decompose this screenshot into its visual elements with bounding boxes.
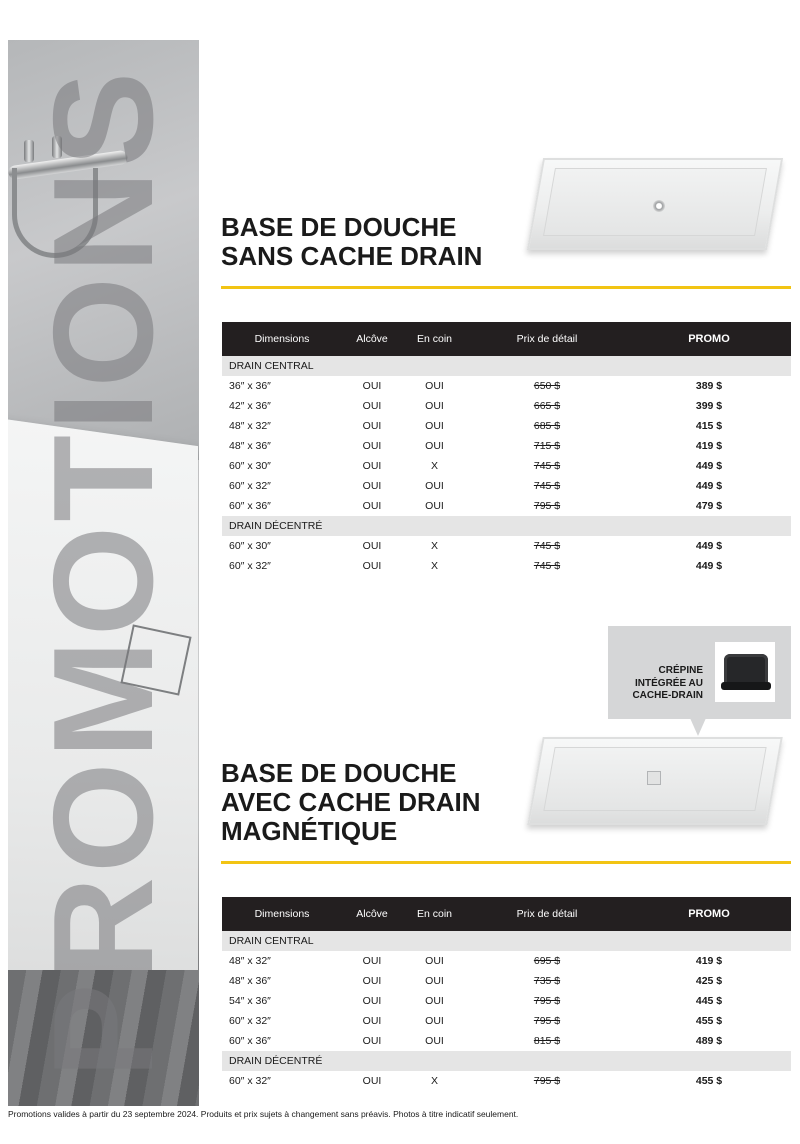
cell-retail-price: 735 $ [533,975,561,987]
col-promo: PROMO [627,322,791,356]
cell-alcove: OUI [362,460,382,472]
col-retail: Prix de détail [467,897,627,931]
drain-cover-icon [647,771,661,785]
table-row [222,536,791,556]
section2-divider [221,861,791,864]
section1-title [221,213,482,271]
table-row [222,1011,791,1031]
cell-promo-price: 399 $ [695,400,723,412]
table-row [222,436,791,456]
col-dimensions: Dimensions [222,322,342,356]
cell-corner: OUI [425,380,444,392]
cell-retail-price: 665 $ [533,400,561,412]
table-row [222,951,791,971]
cell-promo-price: 449 $ [695,540,723,552]
cell-dimensions: 60″ x 32″ [229,560,271,572]
table-header-row [222,897,791,931]
cell-corner: X [430,560,438,572]
cell-corner: OUI [425,1035,444,1047]
drain-cover-rim [721,682,771,690]
shower-base-photo-1 [535,158,775,250]
cell-alcove: OUI [362,1015,382,1027]
cell-corner: OUI [425,480,444,492]
promotions-side-banner [8,40,199,1106]
cell-promo-price: 455 $ [695,1075,723,1087]
cell-promo-price: 489 $ [695,1035,723,1047]
section2-title-line1: BASE DE DOUCHE [221,758,457,788]
section1-title-line1: BASE DE DOUCHE [221,212,457,242]
cell-corner: OUI [425,440,444,452]
table-row [222,1071,791,1091]
cell-corner: OUI [425,955,444,967]
cell-dimensions: 60″ x 32″ [229,480,271,492]
section1-price-table [222,322,791,576]
cell-retail-price: 745 $ [533,540,561,552]
cell-dimensions: 60″ x 30″ [229,460,271,472]
col-promo: PROMO [627,897,791,931]
cell-promo-price: 449 $ [695,460,723,472]
table-row [222,556,791,576]
cell-corner: X [430,1075,438,1087]
col-corner: En coin [402,322,467,356]
cell-dimensions: 42″ x 36″ [229,400,271,412]
cell-alcove: OUI [362,400,382,412]
cell-retail-price: 745 $ [533,560,561,572]
col-retail: Prix de détail [467,322,627,356]
drain-hole-icon [653,200,665,212]
col-alcove: Alcôve [342,897,402,931]
section2-title [221,759,481,846]
cell-dimensions: 60″ x 32″ [229,1015,271,1027]
cell-corner: OUI [425,420,444,432]
cell-dimensions: 48″ x 32″ [229,420,271,432]
cell-alcove: OUI [362,500,382,512]
promotions-vertical-title: PROMOTIONS [23,67,183,1079]
cell-retail-price: 745 $ [533,480,561,492]
table-row [222,416,791,436]
cell-alcove: OUI [362,995,382,1007]
cell-promo-price: 449 $ [695,560,723,572]
cell-corner: OUI [425,500,444,512]
cell-alcove: OUI [362,480,382,492]
cell-promo-price: 455 $ [695,1015,723,1027]
section2-title-line3: MAGNÉTIQUE [221,816,398,846]
cell-alcove: OUI [362,955,382,967]
cell-promo-price: 415 $ [695,420,723,432]
section1-divider [221,286,791,289]
cell-retail-price: 715 $ [533,440,561,452]
cell-dimensions: 60″ x 32″ [229,1075,271,1087]
cell-retail-price: 795 $ [533,1015,561,1027]
callout-line2: INTÉGRÉE AU [635,677,703,689]
group-label: DRAIN CENTRAL [222,931,791,951]
cell-corner: OUI [425,1015,444,1027]
callout-line3: CACHE-DRAIN [632,690,703,701]
cell-dimensions: 48″ x 32″ [229,955,271,967]
table-row [222,1031,791,1051]
table-row [222,376,791,396]
cell-corner: OUI [425,400,444,412]
callout-line1: CRÉPINE [658,665,703,676]
cell-dimensions: 60″ x 36″ [229,1035,271,1047]
group-row [222,1051,791,1071]
group-label: DRAIN CENTRAL [222,356,791,376]
callout-text [612,665,703,703]
table-row [222,496,791,516]
cell-promo-price: 419 $ [695,955,723,967]
cell-alcove: OUI [362,440,382,452]
cell-retail-price: 795 $ [533,1075,561,1087]
cell-dimensions: 60″ x 36″ [229,500,271,512]
cell-alcove: OUI [362,1035,382,1047]
table-row [222,476,791,496]
group-label: DRAIN DÉCENTRÉ [222,1051,791,1071]
col-corner: En coin [402,897,467,931]
cell-dimensions: 54″ x 36″ [229,995,271,1007]
cell-promo-price: 425 $ [695,975,723,987]
table-row [222,991,791,1011]
cell-retail-price: 795 $ [533,995,561,1007]
table-row [222,396,791,416]
cell-retail-price: 815 $ [533,1035,561,1047]
cell-promo-price: 479 $ [695,500,723,512]
col-dimensions: Dimensions [222,897,342,931]
cell-alcove: OUI [362,540,382,552]
cell-promo-price: 445 $ [695,995,723,1007]
group-label: DRAIN DÉCENTRÉ [222,516,791,536]
cell-corner: OUI [425,995,444,1007]
cell-alcove: OUI [362,975,382,987]
cell-promo-price: 419 $ [695,440,723,452]
col-alcove: Alcôve [342,322,402,356]
group-row [222,516,791,536]
table-row [222,971,791,991]
callout-pointer [690,718,706,736]
cell-corner: X [430,460,438,472]
shower-base-photo-2 [535,737,775,825]
section2-title-line2: AVEC CACHE DRAIN [221,787,481,817]
cell-dimensions: 60″ x 30″ [229,540,271,552]
cell-retail-price: 650 $ [533,380,561,392]
footer-disclaimer: Promotions valides à partir du 23 septembre 2024. Produits et prix sujets à changement sans préavis. Photos à titre indicatif seulement. [8,1109,519,1119]
cell-dimensions: 36″ x 36″ [229,380,271,392]
cell-retail-price: 745 $ [533,460,561,472]
section2-price-table [222,897,791,1091]
cell-promo-price: 449 $ [695,480,723,492]
table-row [222,456,791,476]
cell-alcove: OUI [362,1075,382,1087]
section1-title-line2: SANS CACHE DRAIN [221,241,483,271]
cell-corner: OUI [425,975,444,987]
cell-dimensions: 48″ x 36″ [229,440,271,452]
cell-promo-price: 389 $ [695,380,723,392]
cell-retail-price: 695 $ [533,955,561,967]
group-row [222,931,791,951]
cell-alcove: OUI [362,420,382,432]
cell-dimensions: 48″ x 36″ [229,975,271,987]
cell-retail-price: 685 $ [533,420,561,432]
cell-alcove: OUI [362,560,382,572]
cell-retail-price: 795 $ [533,500,561,512]
cell-corner: X [430,540,438,552]
magnetic-drain-cover-photo [715,642,775,702]
cell-alcove: OUI [362,380,382,392]
table-header-row [222,322,791,356]
group-row [222,356,791,376]
